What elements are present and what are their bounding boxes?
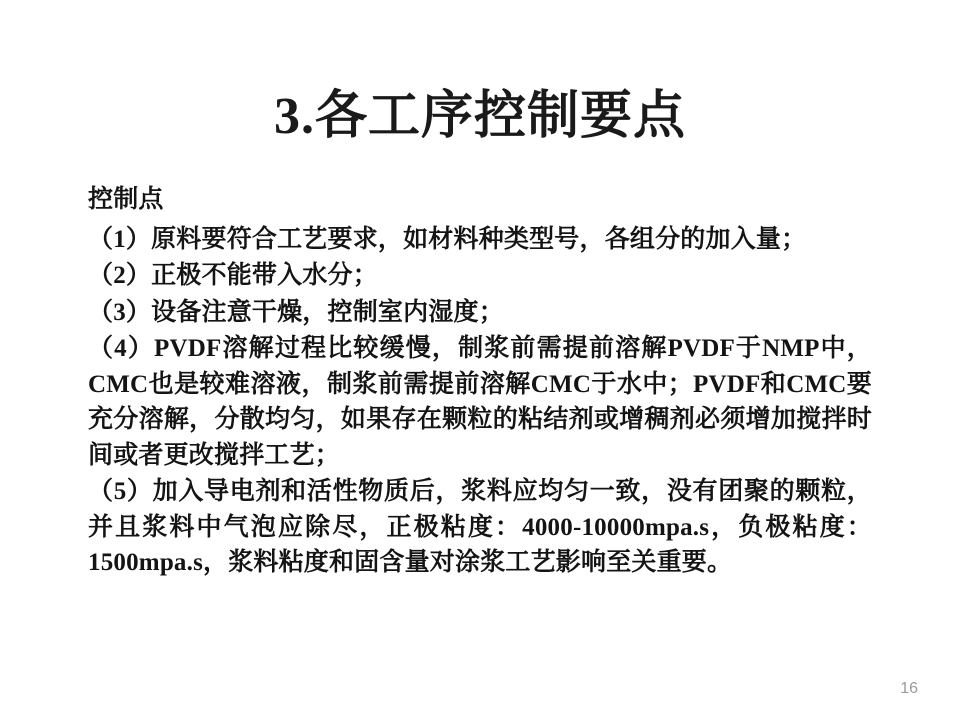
control-points-label: 控制点 <box>88 186 164 213</box>
slide-body <box>88 182 872 582</box>
control-point-item-3: （3）设备注意干燥，控制室内湿度； <box>88 298 504 326</box>
control-point-item-1: （1）原料要符合工艺要求，如材料种类型号，各组分的加入量； <box>88 225 807 253</box>
page-title: 3.各工序控制要点 <box>273 88 686 145</box>
control-point-item-2: （2）正极不能带入水分； <box>88 262 378 289</box>
control-point-item-5: （5）加入导电剂和活性物质后，浆料应均匀一致，没有团聚的颗粒，并且浆料中气泡应除尽，正极粘度：4000-10000mpa.s，负极粘度：1500mpa.s，浆料粘度和固含量对涂浆工艺影响至关重要。 <box>88 478 872 576</box>
control-point-item-4: （4）PVDF溶解过程比较缓慢，制浆前需提前溶解PVDF于NMP中，CMC也是较难溶液，制浆前需提前溶解CMC于水中；PVDF和CMC要充分溶解，分散均匀，如果存在颗粒的粘结剂或增稠剂必须增加搅拌时间或者更改搅拌工艺； <box>88 335 872 469</box>
page-number: 16 <box>900 680 918 697</box>
